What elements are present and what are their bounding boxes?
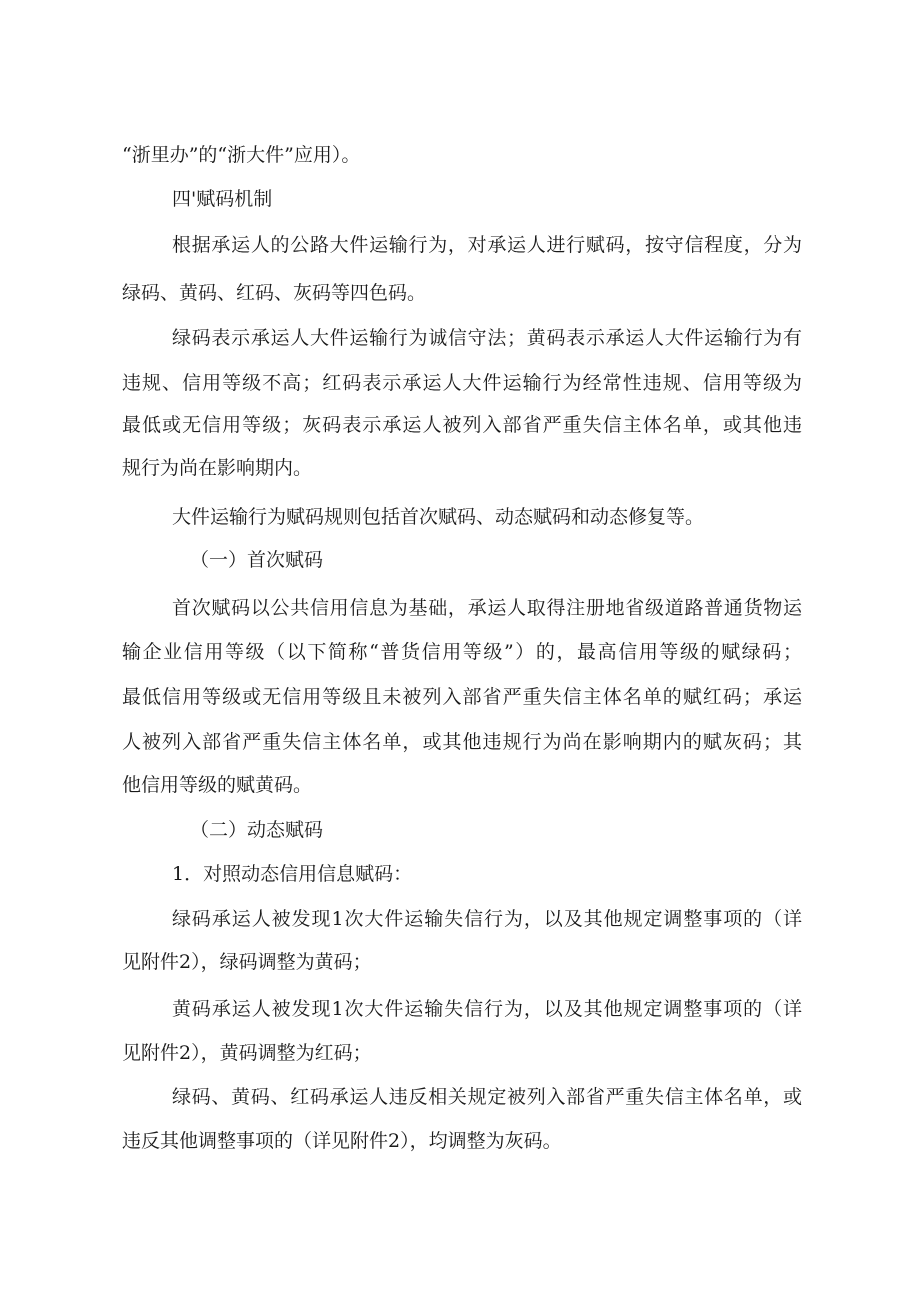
- paragraph-line: 最低或无信用等级；灰码表示承运人被列入部省严重失信主体名单，或其他违: [122, 414, 802, 436]
- paragraph-line: 他信用等级的赋黄码。: [122, 774, 313, 796]
- paragraph-line: 人被列入部省严重失信主体名单，或其他违规行为尚在影响期内的赋灰码；其: [122, 731, 802, 753]
- paragraph-line: 绿码表示承运人大件运输行为诚信守法；黄码表示承运人大件运输行为有: [172, 327, 802, 349]
- subsection-heading-first-coding: （一）首次赋码: [190, 549, 324, 571]
- paragraph-line: 根据承运人的公路大件运输行为，对承运人进行赋码，按守信程度，分为: [172, 234, 802, 256]
- paragraph-line: 见附件2），黄码调整为红码；: [122, 1042, 372, 1064]
- paragraph-line: 违反其他调整事项的（详见附件2），均调整为灰码。: [122, 1130, 562, 1152]
- paragraph-line: 规行为尚在影响期内。: [122, 457, 313, 479]
- paragraph-line: 最低信用等级或无信用等级且未被列入部省严重失信主体名单的赋红码；承运: [122, 686, 802, 708]
- paragraph-line: 首次赋码以公共信用信息为基础，承运人取得注册地省级道路普通货物运: [172, 597, 802, 619]
- paragraph-line: 绿码、黄码、红码承运人违反相关规定被列入部省严重失信主体名单，或: [172, 1086, 802, 1108]
- paragraph-line: 黄码承运人被发现1次大件运输失信行为，以及其他规定调整事项的（详: [172, 998, 802, 1020]
- list-item-heading: 1．对照动态信用信息赋码：: [172, 863, 413, 885]
- text-line-continuation: “浙里办”的“浙大件”应用）。: [122, 144, 361, 166]
- paragraph-line: 见附件2），绿码调整为黄码；: [122, 951, 372, 973]
- paragraph-line: 大件运输行为赋码规则包括首次赋码、动态赋码和动态修复等。: [172, 506, 705, 528]
- paragraph-line: 绿码、黄码、红码、灰码等四色码。: [122, 282, 427, 304]
- paragraph-line: 违规、信用等级不高；红码表示承运人大件运输行为经常性违规、信用等级为: [122, 372, 802, 394]
- section-heading-coding-mechanism: 四'赋码机制: [172, 188, 273, 210]
- subsection-heading-dynamic-coding: （二）动态赋码: [190, 819, 324, 841]
- paragraph-line: 绿码承运人被发现1次大件运输失信行为，以及其他规定调整事项的（详: [172, 908, 802, 930]
- paragraph-line: 输企业信用等级（以下简称“普货信用等级”）的，最高信用等级的赋绿码；: [122, 641, 802, 663]
